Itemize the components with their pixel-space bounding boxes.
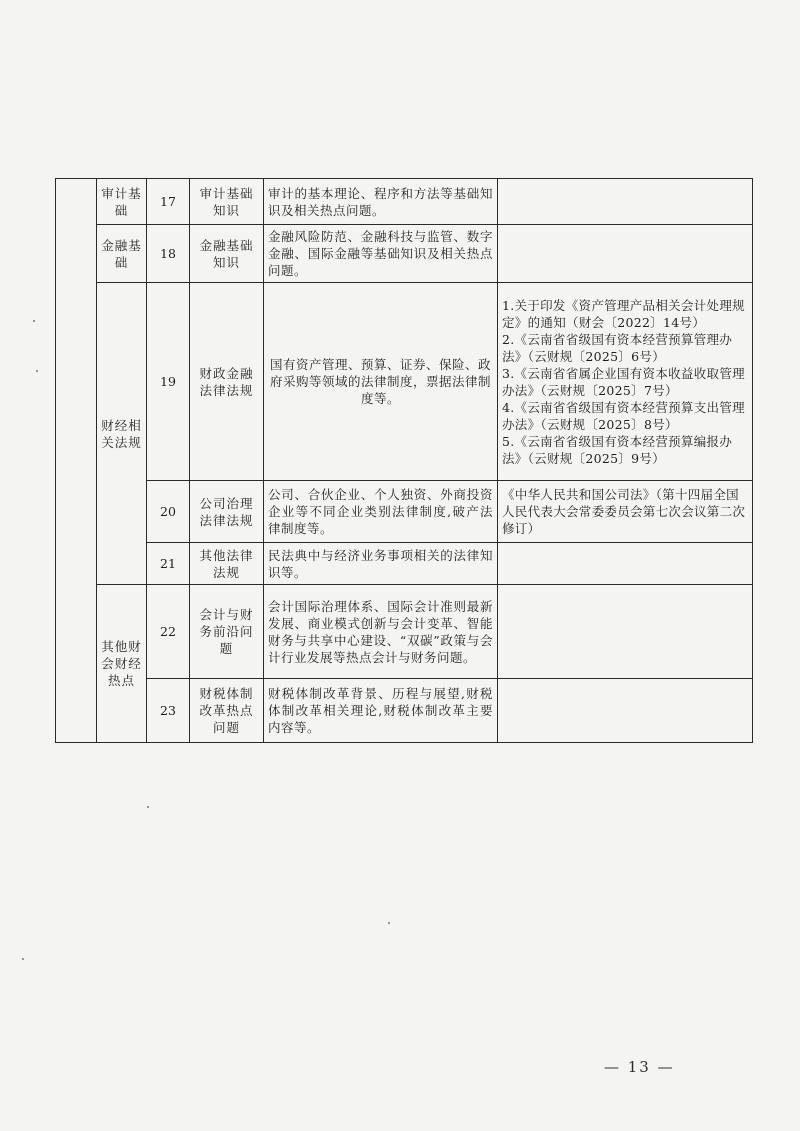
reference-item: 4.《云南省省级国有资本经营预算支出管理办法》（云财规〔2025〕8号） — [502, 399, 745, 432]
table-row — [56, 679, 753, 743]
syllabus-table — [55, 178, 753, 743]
topic-content: 审计的基本理论、程序和方法等基础知识及相关热点问题。 — [264, 179, 498, 225]
reference-cell — [498, 543, 753, 585]
reference-cell — [498, 179, 753, 225]
reference-item: 1.关于印发《资产管理产品相关会计处理规定》的通知（财会〔2022〕14号） — [502, 297, 745, 330]
reference-item: 5.《云南省省级国有资本经营预算编报办法》（云财规〔2025〕9号） — [502, 433, 733, 466]
topic-content: 会计国际治理体系、国际会计准则最新发展、商业模式创新与会计变革、智能财务与共享中心建设、“双碳”政策与会计行业发展等热点会计与财务问题。 — [264, 585, 498, 679]
page-number: — 13 — — [604, 1058, 675, 1076]
category-cell: 审计基础 — [97, 179, 147, 225]
topic-name: 公司治理法律法规 — [190, 481, 264, 543]
reference-item: 3.《云南省省属企业国有资本收益收取管理办法》（云财规〔2025〕7号） — [502, 365, 745, 398]
scan-speck — [147, 806, 149, 808]
row-number: 18 — [147, 225, 190, 283]
topic-name: 其他法律法规 — [190, 543, 264, 585]
scan-speck — [36, 370, 38, 372]
topic-name: 金融基础知识 — [190, 225, 264, 283]
topic-name: 审计基础知识 — [190, 179, 264, 225]
scan-speck — [388, 922, 390, 924]
row-number: 20 — [147, 481, 190, 543]
reference-item: 《中华人民共和国公司法》（第十四届全国人民代表大会常委委员会第七次会议第二次修订） — [502, 487, 746, 536]
category-cell: 其他财会财经热点 — [97, 585, 147, 743]
row-number: 19 — [147, 283, 190, 481]
topic-content: 金融风险防范、金融科技与监管、数字金融、国际金融等基础知识及相关热点问题。 — [264, 225, 498, 283]
category-cell: 金融基础 — [97, 225, 147, 283]
blank-column-cell — [56, 179, 97, 743]
row-number: 23 — [147, 679, 190, 743]
category-cell: 财经相关法规 — [97, 283, 147, 585]
topic-name: 财政金融法律法规 — [190, 283, 264, 481]
topic-content: 国有资产管理、预算、证券、保险、政府采购等领域的法律制度，票据法律制度等。 — [264, 283, 498, 481]
table-row — [56, 283, 753, 481]
reference-cell — [498, 585, 753, 679]
reference-cell — [498, 679, 753, 743]
topic-name: 会计与财务前沿问题 — [190, 585, 264, 679]
reference-cell — [498, 481, 753, 543]
reference-cell — [498, 283, 753, 481]
table-row — [56, 543, 753, 585]
row-number: 22 — [147, 585, 190, 679]
topic-name: 财税体制改革热点问题 — [190, 679, 264, 743]
topic-content: 公司、合伙企业、个人独资、外商投资企业等不同企业类别法律制度,破产法律制度等。 — [264, 481, 498, 543]
row-number: 21 — [147, 543, 190, 585]
scan-speck — [33, 320, 35, 322]
table-row — [56, 225, 753, 283]
row-number: 17 — [147, 179, 190, 225]
reference-item: 2.《云南省省级国有资本经营预算管理办法》（云财规〔2025〕6号） — [502, 331, 733, 364]
reference-cell — [498, 225, 753, 283]
topic-content: 财税体制改革背景、历程与展望,财税体制改革相关理论,财税体制改革主要内容等。 — [264, 679, 498, 743]
table-row — [56, 179, 753, 225]
table-row — [56, 481, 753, 543]
table-row — [56, 585, 753, 679]
scan-speck — [22, 958, 24, 960]
topic-content: 民法典中与经济业务事项相关的法律知识等。 — [264, 543, 498, 585]
